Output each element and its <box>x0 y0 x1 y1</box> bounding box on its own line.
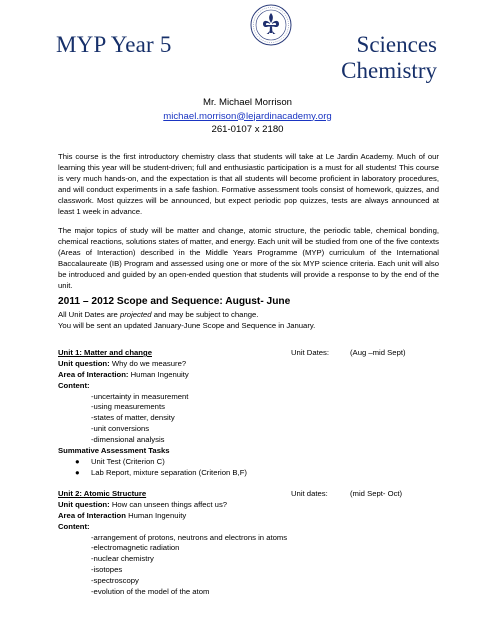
dates-note-prefix: All Unit Dates are <box>58 310 120 319</box>
school-seal-logo <box>250 4 292 46</box>
unit-2-question: How can unseen things affect us? <box>111 499 228 509</box>
unit-1-content-item: -dimensional analysis <box>91 435 165 445</box>
page-title-left: MYP Year 5 <box>56 32 172 57</box>
unit-1-assessment-item <box>58 468 458 479</box>
unit-1-content-label: Content: <box>58 380 90 390</box>
unit-2-content-item: -spectroscopy <box>91 576 139 586</box>
unit-1-block <box>58 348 458 479</box>
dates-note <box>58 310 315 332</box>
teacher-contact <box>0 96 495 137</box>
unit-1-assessment-item <box>58 457 458 468</box>
unit-1-dates: (Aug –mid Sept) <box>350 348 406 357</box>
unit-2-dates: (mid Sept- Oct) <box>350 489 403 498</box>
unit-1-question: Why do we measure? <box>111 358 187 368</box>
bullet-icon: ● <box>75 456 80 466</box>
teacher-phone: 261-0107 x 2180 <box>211 124 284 135</box>
unit-1-assessment-text: Unit Test (Criterion C) <box>91 456 165 466</box>
unit-1-content-item: -states of matter, density <box>91 413 175 423</box>
unit-1-dates-label: Unit Dates: <box>291 348 330 357</box>
unit-1-assessment-text: Lab Report, mixture separation (Criterion B,F) <box>91 467 247 477</box>
unit-1-aoi: Human Ingenuity <box>130 369 189 379</box>
dates-note-update: You will be sent an updated January-June Scope and Sequence in January. <box>58 320 316 330</box>
bullet-icon: ● <box>75 467 80 477</box>
scope-sequence-heading: 2011 – 2012 Scope and Sequence: August- June <box>58 296 291 307</box>
dates-note-suffix: and may be subject to change. <box>151 310 259 319</box>
unit-1-title: Unit 1: Matter and change <box>58 348 152 357</box>
unit-2-content-label: Content: <box>58 521 90 531</box>
unit-2-content-item: -electromagnetic radiation <box>91 543 180 553</box>
unit-2-question-label: Unit question: <box>58 499 110 509</box>
unit-2-aoi-label: Area of Interaction <box>58 510 126 520</box>
teacher-email-link[interactable]: michael.morrison@lejardinacademy.org <box>163 110 332 122</box>
unit-1-content-item: -uncertainty in measurement <box>91 391 189 401</box>
unit-2-content-item: -nuclear chemistry <box>91 554 154 564</box>
unit-1-aoi-label: Area of Interaction: <box>58 369 129 379</box>
unit-1-question-label: Unit question: <box>58 358 110 368</box>
course-intro-paragraph: This course is the first introductory chemistry class that students will take at Le Jardin Academy. Much of our learning this year will be student-driven; full and enthusiastic participation is a must for all students! This course is very much hands-on, and the expectation is that all students will become proficient in laboratory procedures, and will conduct experiments in a safe fashion. Formative assessment tools consist of homework, quizzes, and classwork. Most quizzes will be announced, but expect periodic pop quizzes, tests are always announced at least 1 week in advance. <box>58 152 439 216</box>
unit-1-content-item: -unit conversions <box>91 424 150 434</box>
subject-label: Sciences <box>356 32 437 57</box>
unit-2-dates-label: Unit dates: <box>291 489 328 498</box>
unit-2-block <box>58 489 458 598</box>
teacher-name: Mr. Michael Morrison <box>202 97 293 108</box>
unit-1-assessment-label: Summative Assessment Tasks <box>58 446 170 456</box>
unit-2-content-item: -arrangement of protons, neutrons and electrons in atoms <box>91 532 288 542</box>
unit-2-content-item: -isotopes <box>91 565 123 575</box>
unit-1-content-item: -using measurements <box>91 402 165 412</box>
unit-2-title: Unit 2: Atomic Structure <box>58 489 147 498</box>
course-label: Chemistry <box>341 58 437 83</box>
course-topics-paragraph: The major topics of study will be matter and change, atomic structure, the periodic table, chemical bonding, chemical reactions, solutions states of matter, and energy. Each unit will be studied from one of the five contexts (Areas of Interaction) described in the Middle Years Programme (MYP) curriculum of the International Baccalaureate (IB) Program and assessed using one or more of the six MYP science criteria. Each unit will also be introduced and guided by an open-ended question that students will provide a response to by the end of the unit. <box>58 226 439 290</box>
unit-2-content-item: -evolution of the model of the atom <box>91 587 210 597</box>
unit-2-aoi: Human Ingenuity <box>128 510 187 520</box>
page-title-right <box>341 32 437 84</box>
dates-note-emphasis: projected <box>119 310 152 319</box>
